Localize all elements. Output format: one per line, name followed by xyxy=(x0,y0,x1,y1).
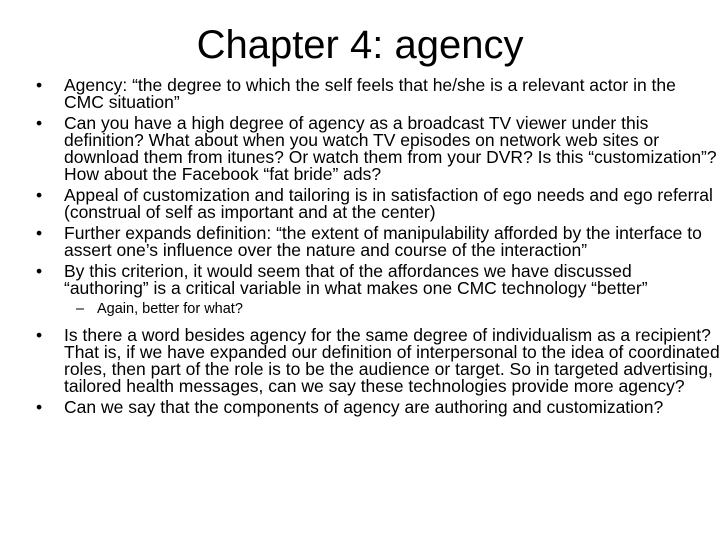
bullet-list xyxy=(36,77,720,420)
slide-title: Chapter 4: agency xyxy=(196,23,524,67)
bullet-item xyxy=(36,225,720,259)
sub-bullet-item xyxy=(36,301,720,318)
bullet-text: By this criterion, it would seem that of the affordances we have discussed “authoring” is a critical variable in what makes one CMC technology “better” xyxy=(64,261,648,298)
bullet-item xyxy=(36,77,720,111)
bullet-marker: • xyxy=(36,75,43,95)
bullet-marker: • xyxy=(36,261,43,281)
bullet-marker: • xyxy=(36,325,43,345)
bullet-item xyxy=(36,187,720,221)
bullet-text: Appeal of customization and tailoring is in satisfaction of ego needs and ego referral (construal of self as important and at the center) xyxy=(64,185,713,222)
bullet-item xyxy=(36,263,720,297)
bullet-text: Is there a word besides agency for the same degree of individualism as a recipient? That is, if we have expanded our definition of interpersonal to the idea of coordinated roles, then part of the role is to be the audience or target. So in targeted advertising, tailored health messages, can we say these technologies provide more agency? xyxy=(64,325,720,396)
bullet-text: Can we say that the components of agency are authoring and customization? xyxy=(64,397,664,417)
bullet-text: Further expands definition: “the extent of manipulability afforded by the interface to assert one’s influence over the nature and course of the interaction” xyxy=(64,223,702,260)
bullet-marker: • xyxy=(36,223,43,243)
bullet-text: Can you have a high degree of agency as a broadcast TV viewer under this definition? What about when you watch TV episodes on network web sites or download them from itunes? Or watch them from your DVR? Is this “customization”? How about the Facebook “fat bride” ads? xyxy=(64,113,717,184)
bullet-marker: • xyxy=(36,185,43,205)
bullet-marker: • xyxy=(36,397,43,417)
bullet-item xyxy=(36,115,720,183)
sub-bullet-text: Again, better for what? xyxy=(97,301,243,317)
bullet-item xyxy=(36,399,720,416)
bullet-item xyxy=(36,327,720,395)
bullet-text: Agency: “the degree to which the self feels that he/she is a relevant actor in the CMC situation” xyxy=(64,75,676,112)
sub-bullet-marker: – xyxy=(76,301,85,317)
bullet-marker: • xyxy=(36,113,43,133)
